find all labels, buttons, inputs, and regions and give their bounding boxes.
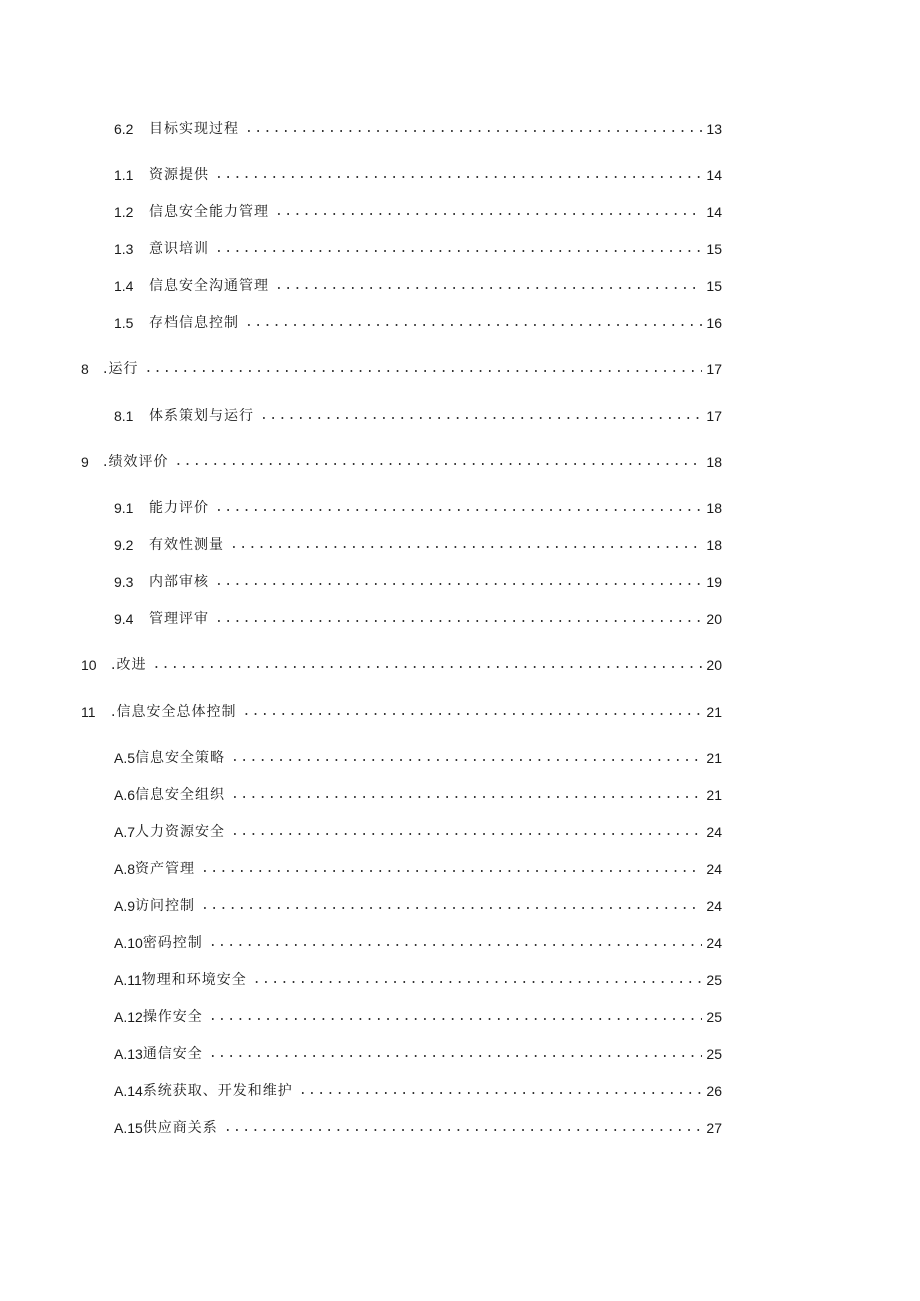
toc-entry-number: 8.1	[114, 408, 134, 424]
toc-entry-page: 20	[706, 611, 722, 627]
toc-entry-page: 17	[706, 408, 722, 424]
toc-entry-number: A.7	[114, 824, 136, 840]
toc-entry-number: A.10	[114, 935, 143, 951]
toc-entry[interactable]	[81, 700, 722, 724]
toc-entry-number: A.8	[114, 861, 136, 877]
toc-dot-leader	[209, 931, 702, 955]
toc-entry[interactable]	[114, 1042, 722, 1066]
toc-dot-leader	[245, 311, 702, 335]
toc-entry-title: 操作安全	[142, 1009, 203, 1025]
toc-entry[interactable]	[114, 1079, 722, 1103]
toc-entry-page: 14	[706, 204, 722, 220]
toc-entry[interactable]	[114, 1005, 722, 1029]
toc-entry-title: 系统获取、开发和维护	[142, 1083, 293, 1099]
toc-entry-title: 信息安全沟通管理	[149, 278, 269, 294]
toc-entry-title: 供应商关系	[142, 1120, 218, 1136]
toc-entry-title: .信息安全总体控制	[111, 704, 237, 720]
toc-dot-leader	[215, 237, 702, 261]
toc-dot-leader	[260, 404, 702, 428]
toc-entry-title: 管理评审	[149, 611, 209, 627]
toc-dot-leader	[224, 1116, 702, 1140]
toc-entry[interactable]	[114, 117, 722, 141]
toc-entry-number: 9.3	[114, 574, 134, 590]
toc-entry[interactable]	[114, 274, 722, 298]
toc-entry-page: 21	[706, 787, 722, 803]
toc-entry-title: 通信安全	[142, 1046, 203, 1062]
toc-entry-number: 9.1	[114, 500, 134, 516]
toc-entry-page: 13	[706, 121, 722, 137]
toc-entry[interactable]	[114, 237, 722, 261]
toc-entry-page: 15	[706, 278, 722, 294]
toc-dot-leader	[209, 1042, 702, 1066]
toc-entry-number: A.15	[114, 1120, 143, 1136]
toc-entry-page: 14	[706, 167, 722, 183]
toc-entry-page: 25	[706, 1046, 722, 1062]
toc-entry-title: 访问控制	[135, 898, 196, 914]
toc-dot-leader	[215, 607, 702, 631]
toc-entry-page: 24	[706, 935, 722, 951]
toc-entry-title: 目标实现过程	[149, 121, 239, 137]
toc-entry-title: 信息安全策略	[135, 750, 226, 766]
toc-entry-title: 资源提供	[149, 167, 209, 183]
toc-entry[interactable]	[114, 931, 722, 955]
toc-entry-number: A.13	[114, 1046, 143, 1062]
toc-entry-number: 11	[81, 704, 96, 720]
toc-entry[interactable]	[114, 570, 722, 594]
toc-entry-title: 有效性测量	[149, 537, 224, 553]
toc-entry[interactable]	[114, 820, 722, 844]
toc-dot-leader	[275, 200, 702, 224]
toc-entry-title: 信息安全能力管理	[149, 204, 269, 220]
toc-entry-title: 内部审核	[149, 574, 209, 590]
toc-dot-leader	[275, 274, 702, 298]
toc-entry-number: A.6	[114, 787, 136, 803]
toc-entry-title: 密码控制	[142, 935, 203, 951]
toc-dot-leader	[215, 496, 702, 520]
toc-entry-page: 18	[706, 500, 722, 516]
toc-entry[interactable]	[114, 783, 722, 807]
toc-entry-page: 18	[706, 454, 722, 470]
toc-entry-number: 9	[81, 454, 89, 470]
toc-entry-page: 18	[706, 537, 722, 553]
toc-entry-page: 17	[706, 361, 722, 377]
toc-entry-title: .改进	[111, 657, 147, 673]
toc-entry-title: 意识培训	[149, 241, 209, 257]
toc-entry-page: 26	[706, 1083, 722, 1099]
toc-entry[interactable]	[81, 357, 722, 381]
toc-entry-number: A.9	[114, 898, 136, 914]
toc-entry-number: 10	[81, 657, 97, 673]
toc-entry[interactable]	[114, 607, 722, 631]
toc-dot-leader	[201, 894, 702, 918]
toc-entry-page: 16	[706, 315, 722, 331]
toc-dot-leader	[253, 968, 702, 992]
toc-entry-title: .运行	[103, 361, 139, 377]
toc-dot-leader	[215, 570, 702, 594]
toc-entry[interactable]	[81, 653, 722, 677]
toc-entry-title: 体系策划与运行	[149, 408, 254, 424]
toc-entry-number: 1.4	[114, 278, 134, 294]
toc-dot-leader	[231, 783, 702, 807]
toc-dot-leader	[201, 857, 702, 881]
toc-entry-number: A.12	[114, 1009, 143, 1025]
toc-entry[interactable]	[114, 200, 722, 224]
toc-entry[interactable]	[114, 1116, 722, 1140]
toc-dot-leader	[231, 820, 702, 844]
toc-entry-number: A.5	[114, 750, 136, 766]
toc-entry-page: 24	[706, 861, 722, 877]
toc-entry-number: A.11	[114, 972, 142, 988]
toc-entry-number: 1.1	[114, 167, 134, 183]
toc-entry-number: 1.3	[114, 241, 134, 257]
toc-dot-leader	[245, 117, 702, 141]
toc-entry-title: .绩效评价	[103, 454, 169, 470]
toc-dot-leader	[231, 746, 702, 770]
toc-dot-leader	[152, 653, 702, 677]
toc-entry-number: 1.5	[114, 315, 134, 331]
toc-entry[interactable]	[114, 746, 722, 770]
toc-entry[interactable]	[114, 894, 722, 918]
toc-dot-leader	[144, 357, 702, 381]
toc-entry[interactable]	[114, 496, 722, 520]
toc-entry-page: 21	[706, 704, 722, 720]
toc-dot-leader	[242, 700, 702, 724]
toc-entry-title: 人力资源安全	[135, 824, 226, 840]
toc-entry-title: 存档信息控制	[149, 315, 239, 331]
toc-entry-title: 能力评价	[149, 500, 209, 516]
toc-dot-leader	[299, 1079, 702, 1103]
toc-dot-leader	[209, 1005, 702, 1029]
toc-entry-number: A.14	[114, 1083, 143, 1099]
toc-entry-number: 9.2	[114, 537, 134, 553]
toc-entry-page: 25	[706, 1009, 722, 1025]
toc-entry-page: 24	[706, 824, 722, 840]
toc-entry[interactable]	[114, 533, 722, 557]
toc-entry-number: 9.4	[114, 611, 134, 627]
toc-entry-number: 8	[81, 361, 89, 377]
toc-entry[interactable]	[81, 450, 722, 474]
toc-entry-number: 1.2	[114, 204, 134, 220]
toc-entry[interactable]	[114, 857, 722, 881]
toc-entry-title: 信息安全组织	[135, 787, 226, 803]
toc-entry-page: 19	[706, 574, 722, 590]
toc-entry-title: 资产管理	[135, 861, 196, 877]
toc-dot-leader	[230, 533, 702, 557]
toc-entry-title: 物理和环境安全	[141, 972, 247, 988]
toc-entry-page: 24	[706, 898, 722, 914]
toc-dot-leader	[174, 450, 702, 474]
toc-entry[interactable]	[114, 968, 722, 992]
toc-entry-page: 25	[706, 972, 722, 988]
toc-entry-page: 21	[706, 750, 722, 766]
toc-entry-number: 6.2	[114, 121, 134, 137]
toc-entry[interactable]	[114, 404, 722, 428]
toc-dot-leader	[215, 163, 702, 187]
toc-entry[interactable]	[114, 163, 722, 187]
toc-entry-page: 20	[706, 657, 722, 673]
toc-entry[interactable]	[114, 311, 722, 335]
toc-entry-page: 15	[706, 241, 722, 257]
toc-entry-page: 27	[706, 1120, 722, 1136]
